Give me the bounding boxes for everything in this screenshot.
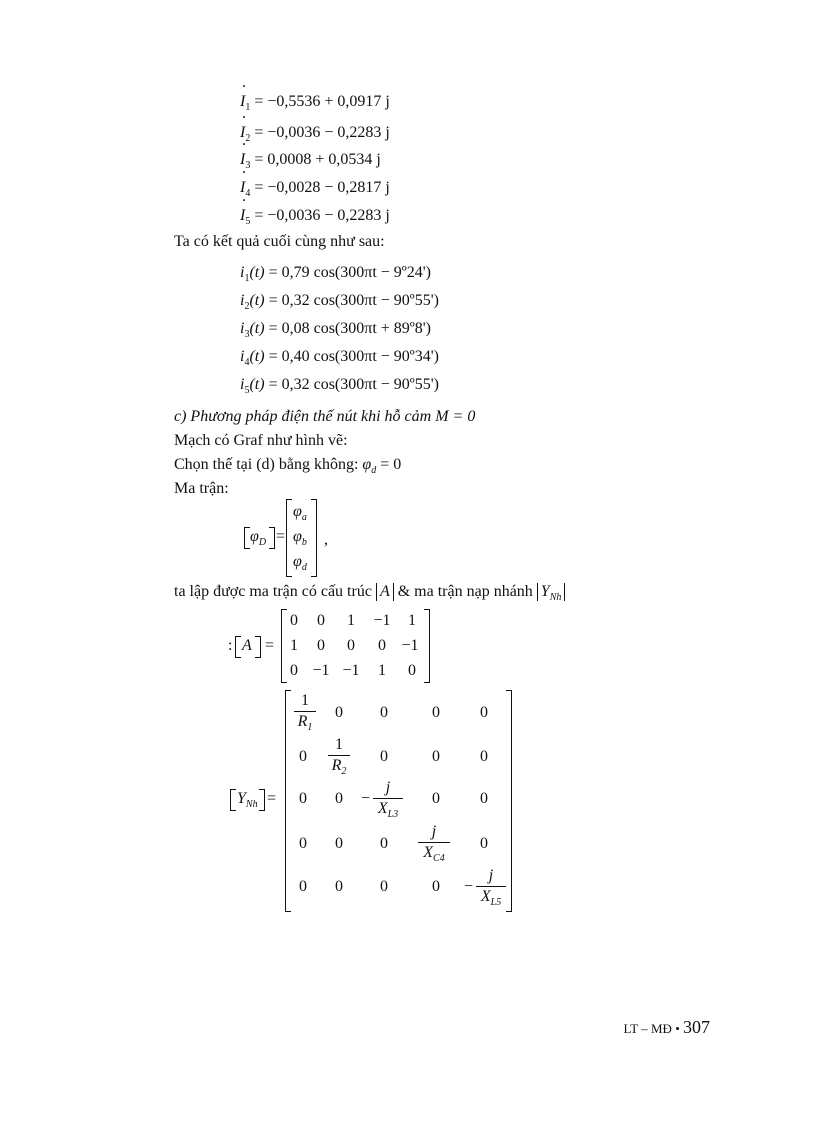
y-diag-5: j $X_{L5}$ bbox=[476, 867, 506, 906]
build-a-symbol: A bbox=[376, 583, 394, 601]
graph-line: Mạch có Graf như hình vẽ: bbox=[174, 432, 348, 449]
matrix-label: Ma trận: bbox=[174, 480, 229, 497]
page-number: 307 bbox=[683, 1017, 710, 1037]
a-cell: 0 bbox=[347, 637, 355, 654]
current-phasor-4: ˙ $I_4 = -0,0028 - 0,2817$ j bbox=[240, 178, 390, 198]
a-cell: −1 bbox=[342, 662, 360, 679]
y-zero: 0 bbox=[380, 704, 388, 721]
y-bracket-right bbox=[506, 690, 512, 912]
y-zero: 0 bbox=[335, 835, 343, 852]
y-diag-3-sign: − bbox=[361, 790, 371, 807]
a-cell: −1 bbox=[312, 662, 330, 679]
y-diag-5-sign: − bbox=[464, 878, 474, 895]
y-diag-3: j $X_{L3}$ bbox=[373, 779, 403, 818]
y-zero: 0 bbox=[432, 748, 440, 765]
current-phasor-3: ˙ $I_3 = 0,0008 + 0,0534$ j bbox=[240, 150, 381, 170]
phi-d-comma: , bbox=[324, 531, 328, 548]
phi-d-bracket-right bbox=[311, 499, 317, 577]
y-equals: = bbox=[267, 790, 277, 807]
phi-d-lhs: $\varphi_D$ bbox=[250, 528, 267, 548]
y-zero: 0 bbox=[480, 748, 488, 765]
y-zero: 0 bbox=[299, 835, 307, 852]
result-intro: Ta có kết quả cuối cùng như sau: bbox=[174, 233, 385, 250]
y-bracket-left bbox=[285, 690, 291, 912]
y-zero: 0 bbox=[480, 704, 488, 721]
a-cell: 0 bbox=[317, 637, 325, 654]
y-diag-4: j $X_{C4}$ bbox=[418, 823, 450, 862]
a-cell: 0 bbox=[378, 637, 386, 654]
a-cell: 1 bbox=[290, 637, 298, 654]
phi-b-entry: $\varphi_b$ bbox=[293, 528, 307, 548]
a-cell: 0 bbox=[408, 662, 416, 679]
time-function-5: $i_5(t) = 0,32$ cos(300πt − 90º55') bbox=[240, 376, 439, 396]
y-lhs-bracket-left bbox=[230, 789, 236, 811]
choose-line: Chọn thế tại (d) bằng không: $\varphi_d = 0$ bbox=[174, 456, 402, 476]
y-lhs-bracket-right bbox=[259, 789, 265, 811]
a-cell: −1 bbox=[401, 637, 419, 654]
page-footer bbox=[624, 1017, 710, 1038]
time-function-2: $i_2(t) = 0,32$ cos(300πt − 90º55') bbox=[240, 292, 439, 312]
phi-a-entry: $\varphi_a$ bbox=[293, 503, 307, 523]
y-diag-1: 1 $R_1$ bbox=[294, 692, 316, 731]
y-zero: 0 bbox=[299, 878, 307, 895]
a-cell: 0 bbox=[290, 662, 298, 679]
current-phasor-2: ˙ $I_2 = -0,0036 - 0,2283$ j bbox=[240, 123, 390, 143]
a-lhs-bracket-left bbox=[235, 636, 241, 658]
y-zero: 0 bbox=[380, 878, 388, 895]
footer-bullet: • bbox=[675, 1021, 680, 1036]
a-lhs-bracket-right bbox=[255, 636, 261, 658]
current-phasor-1: ˙ $I_1 = -0,5536 + 0,0917$ j bbox=[240, 92, 390, 112]
phi-d-entry: $\varphi_d$ bbox=[293, 553, 307, 573]
y-diag-2: 1 $R_2$ bbox=[328, 736, 350, 775]
a-cell: 1 bbox=[347, 612, 355, 629]
y-zero: 0 bbox=[335, 704, 343, 721]
a-cell: 0 bbox=[290, 612, 298, 629]
time-function-1: $i_1(t) = 0,79$ cos(300πt − 9º24') bbox=[240, 264, 431, 284]
y-zero: 0 bbox=[299, 748, 307, 765]
time-function-4: $i_4(t) = 0,40$ cos(300πt − 90º34') bbox=[240, 348, 439, 368]
y-zero: 0 bbox=[335, 790, 343, 807]
y-zero: 0 bbox=[480, 790, 488, 807]
a-cell: 1 bbox=[408, 612, 416, 629]
a-matrix-lhs: A bbox=[242, 637, 252, 654]
y-zero: 0 bbox=[380, 748, 388, 765]
footer-label: LT – MĐ bbox=[623, 1021, 672, 1036]
a-cell: −1 bbox=[373, 612, 391, 629]
y-zero: 0 bbox=[380, 835, 388, 852]
y-zero: 0 bbox=[432, 704, 440, 721]
a-cell: 1 bbox=[378, 662, 386, 679]
phi-d-bracket-left bbox=[286, 499, 292, 577]
y-zero: 0 bbox=[480, 835, 488, 852]
a-cell: 0 bbox=[317, 612, 325, 629]
section-title: c) Phương pháp điện thế nút khi hỗ cảm M = 0 bbox=[174, 408, 476, 425]
y-zero: 0 bbox=[432, 790, 440, 807]
time-function-3: $i_3(t) = 0,08$ cos(300πt + 89º8') bbox=[240, 320, 431, 340]
equals-sign: = bbox=[276, 528, 286, 545]
y-zero: 0 bbox=[335, 878, 343, 895]
build-line: ta lập được ma trận có cấu trúc A & ma trận nạp nhánh $Y_{Nh}$ bbox=[174, 582, 565, 602]
phi-d-lhs-bracket-right bbox=[269, 527, 275, 549]
y-zero: 0 bbox=[432, 878, 440, 895]
y-zero: 0 bbox=[299, 790, 307, 807]
build-y-symbol: $Y_{Nh}$ bbox=[537, 583, 566, 601]
a-bracket-right bbox=[424, 609, 430, 683]
a-matrix-prefix: : bbox=[228, 637, 233, 654]
current-phasor-5: ˙ $I_5 = -0,0036 - 0,2283$ j bbox=[240, 206, 390, 226]
a-equals: = bbox=[265, 637, 275, 654]
y-matrix-lhs: $Y_{Nh}$ bbox=[237, 790, 258, 810]
